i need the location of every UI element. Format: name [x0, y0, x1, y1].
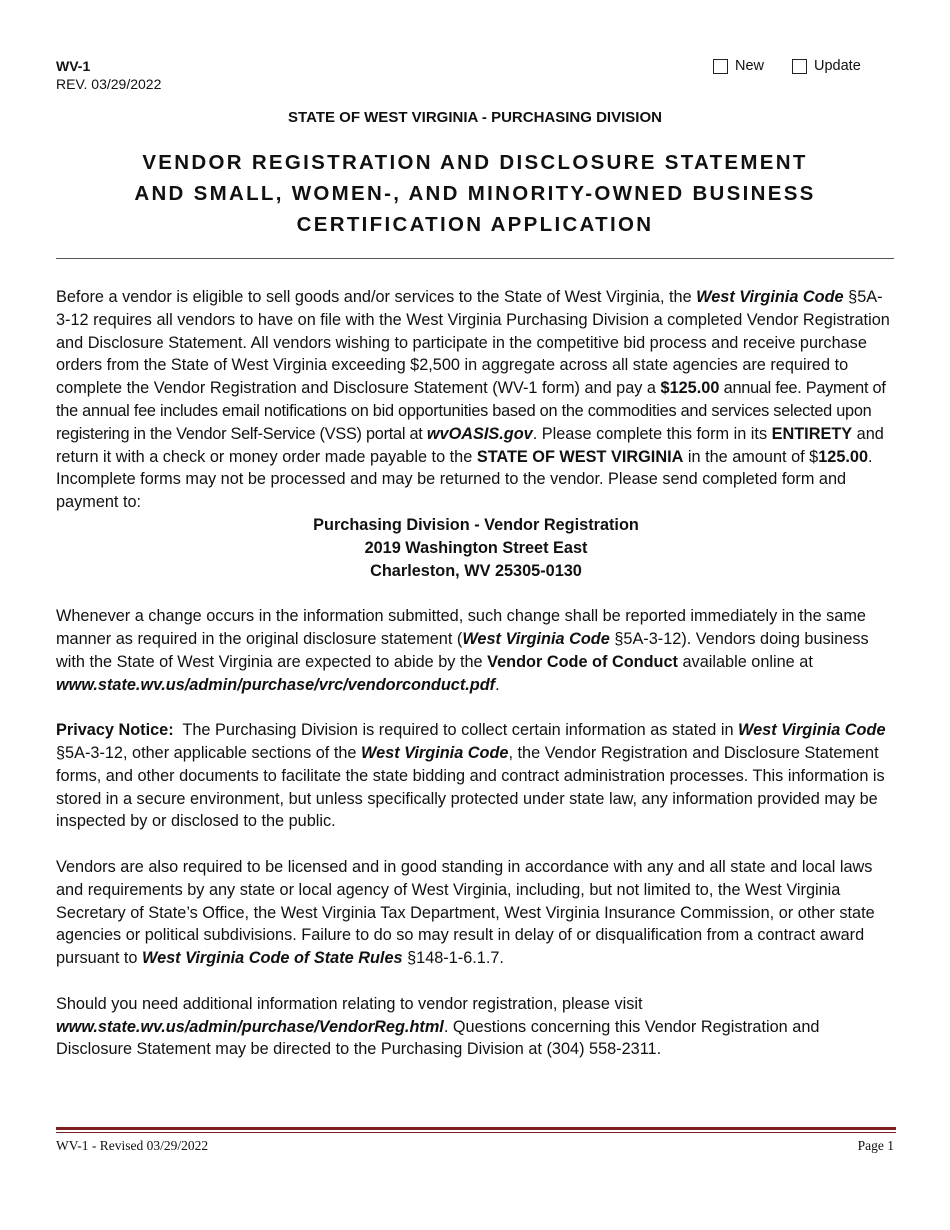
- change-text: Whenever a change occurs in the information submitted, such change shall be reported immediately in the same manner as required in the original disclosure statement (: [56, 607, 866, 648]
- vendor-code-of-conduct: Vendor Code of Conduct: [487, 652, 678, 671]
- new-checkbox-label: New: [735, 58, 765, 74]
- form-title: [0, 147, 950, 240]
- update-checkbox-label: Update: [814, 58, 861, 74]
- update-checkbox[interactable]: [792, 59, 807, 74]
- portal-name: wvOASIS.gov: [426, 424, 533, 443]
- mailing-address: [56, 514, 896, 582]
- intro-text: Before a vendor is eligible to sell goods and/or services to the State of West Virginia, the: [56, 288, 697, 306]
- licensing-text: Vendors are also required to be licensed and in good standing in accordance with any and all state and local laws and requirements by any state or local agency of West Virginia, including, but not limited to, the West Virginia Secretary of State’s Office, the West Virginia Tax Department, West Virginia Insurance Commission, or other state agencies or political subdivisions. Failure to do so may result in delay of or disqualification from a contract award pursuant to: [56, 857, 875, 968]
- state-rules-ref: West Virginia Code of State Rules: [142, 949, 403, 968]
- licensing-paragraph: [56, 856, 896, 970]
- info-text: . Questions concerning this Vendor Registration and Disclosure Statement may be directed to the Purchasing Division at (304) 558-2311.: [56, 1017, 820, 1059]
- footer-divider: [56, 1127, 896, 1130]
- intro-paragraph: [56, 286, 896, 514]
- privacy-label: Privacy Notice:: [56, 721, 174, 740]
- change-text: available online at: [677, 652, 813, 671]
- new-checkbox-option[interactable]: [713, 58, 764, 74]
- conduct-url[interactable]: www.state.wv.us/admin/purchase/vrc/vendorconduct.pdf: [56, 675, 496, 694]
- privacy-paragraph: [56, 719, 896, 833]
- payee-name: STATE OF WEST VIRGINIA: [476, 447, 684, 466]
- form-body: [56, 286, 896, 1084]
- wv-code-ref: West Virginia Code: [738, 721, 886, 740]
- page-number: Page 1: [857, 1138, 894, 1153]
- state-heading: STATE OF WEST VIRGINIA - PURCHASING DIVISION: [288, 109, 662, 126]
- fee-amount: $125.00: [660, 379, 720, 398]
- info-paragraph: [56, 993, 896, 1061]
- privacy-text: §5A-3-12, other applicable sections of the: [56, 743, 362, 762]
- title-divider: [56, 258, 894, 259]
- revision-date: REV. 03/29/2022: [56, 76, 162, 92]
- info-text: Should you need additional information relating to vendor registration, please visit: [56, 994, 643, 1013]
- change-paragraph: [56, 605, 896, 696]
- wv-code-ref: West Virginia Code: [696, 288, 844, 306]
- payment-amount: 125.00: [818, 447, 869, 466]
- change-text: .: [495, 675, 500, 694]
- footer-divider-thin: [56, 1132, 896, 1133]
- wv-code-ref: West Virginia Code: [462, 629, 610, 648]
- intro-text: . Please complete this form in its: [532, 424, 772, 443]
- update-checkbox-option[interactable]: [792, 58, 861, 74]
- submission-type-checkboxes: [713, 58, 861, 74]
- change-text: §5A-3-12). Vendors doing business with the State of West Virginia are expected to abide by the: [56, 629, 869, 671]
- title-line: VENDOR REGISTRATION AND DISCLOSURE STATEMENT: [142, 151, 808, 174]
- intro-text: . Incomplete forms may not be processed and may be returned to the vendor. Please send completed form and payment to:: [56, 447, 873, 512]
- form-code: WV-1: [56, 58, 91, 74]
- address-line: Purchasing Division - Vendor Registration: [313, 515, 639, 534]
- address-line: 2019 Washington Street East: [364, 538, 588, 557]
- privacy-text: , the Vendor Registration and Disclosure Statement forms, and other documents to facilitate the state bidding and contract administration processes. This information is stored in a secure environment, but unless specifically protected under state law, any information provided may be inspected by or disclosed to the public.: [56, 743, 885, 831]
- new-checkbox[interactable]: [713, 59, 728, 74]
- footer-revision: WV-1 - Revised 03/29/2022: [56, 1138, 209, 1153]
- intro-text: annual fee. Payment of the annual fee includes email notifications on bid opportunities based on the commodities and services selected upon registering in the Vendor Self-Service (VSS) portal at: [56, 379, 886, 443]
- entirety-emphasis: ENTIRETY: [771, 424, 853, 443]
- title-line: AND SMALL, WOMEN-, AND MINORITY-OWNED BUSINESS: [134, 182, 816, 205]
- wv-code-ref: West Virginia Code: [361, 743, 509, 762]
- licensing-text: §148-1-6.1.7.: [402, 949, 504, 968]
- privacy-text: The Purchasing Division is required to collect certain information as stated in: [173, 721, 739, 740]
- vendor-reg-url[interactable]: www.state.wv.us/admin/purchase/VendorReg.html: [56, 1017, 444, 1036]
- address-line: Charleston, WV 25305-0130: [370, 561, 582, 580]
- title-line: CERTIFICATION APPLICATION: [296, 213, 654, 236]
- intro-text: in the amount of $: [683, 447, 819, 466]
- form-identifier: [56, 57, 161, 93]
- intro-text: §5A-3-12 requires all vendors to have on file with the West Virginia Purchasing Division a completed Vendor Registration and Disclosure Statement. All vendors wishing to participate in the competitive bid process and receive purchase orders from the State of West Virginia exceeding $2,500 in aggregate across all state agencies are required to complete the Vendor Registration and Disclosure Statement (WV-1 form) and pay a: [56, 288, 890, 398]
- intro-text: and return it with a check or money order made payable to the: [56, 424, 884, 466]
